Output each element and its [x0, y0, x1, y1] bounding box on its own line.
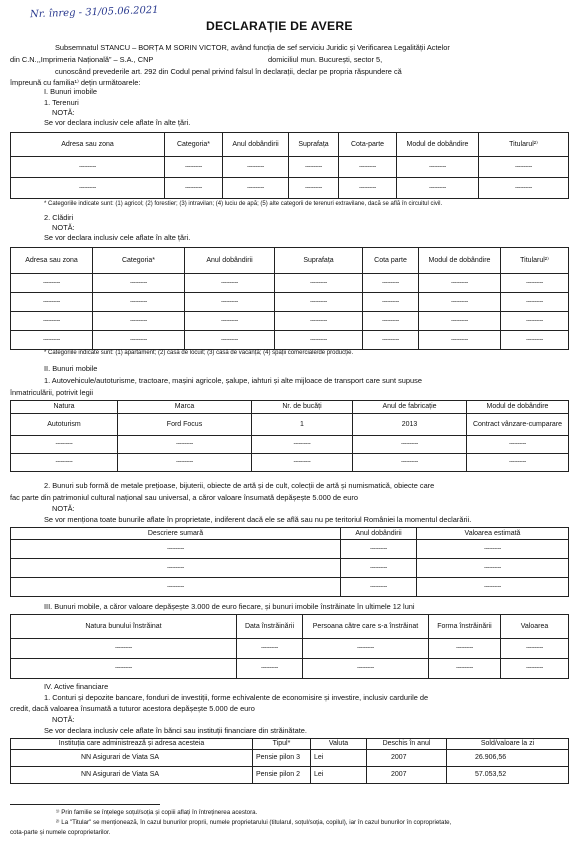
table-cell: ---------- — [363, 274, 419, 293]
table-cell: ---------- — [11, 157, 165, 178]
table-cell: ---------- — [118, 436, 252, 454]
table-cell: ---------- — [289, 178, 339, 199]
table-cell: ---------- — [93, 312, 185, 331]
table-row — [11, 767, 569, 784]
col-header: Natura bunului înstrăinat — [11, 615, 237, 639]
intro-line-3: cunoscând prevederile art. 292 din Codul penal privind falsul în declarații, declar pe propria răspundere că — [55, 67, 402, 76]
section-I-sub-cladiri: 2. Clădiri — [44, 213, 74, 222]
table-cell: ---------- — [467, 454, 569, 472]
col-header: Categoria* — [165, 133, 223, 157]
table-cell: ---------- — [275, 293, 363, 312]
table-cell: ---------- — [417, 540, 569, 559]
table-cell: Ford Focus — [118, 414, 252, 436]
table-cell: ---------- — [223, 178, 289, 199]
table-cell: ---------- — [11, 659, 237, 679]
cladiri-table — [10, 247, 569, 350]
table-cell: ---------- — [11, 436, 118, 454]
col-header: Nr. de bucăți — [252, 401, 353, 414]
instrainari-table — [10, 614, 569, 679]
table-cell: ---------- — [93, 274, 185, 293]
col-header: Valoarea estimată — [417, 528, 569, 540]
table-cell: ---------- — [479, 157, 569, 178]
table-cell: 26.906,56 — [447, 750, 569, 767]
nota-text: Se vor declara inclusiv cele aflate în alte țări. — [44, 233, 191, 242]
table-cell: ---------- — [93, 293, 185, 312]
table-cell: 57.053,52 — [447, 767, 569, 784]
col-header: Modul de dobândire — [397, 133, 479, 157]
vehicule-table — [10, 400, 569, 472]
footnote-2-cont: cota-parte și numele coproprietarilor. — [10, 829, 111, 836]
table-cell: 1 — [252, 414, 353, 436]
col-header: Titularul²⁾ — [501, 248, 569, 274]
col-header: Valoarea — [501, 615, 569, 639]
col-header: Anul de fabricație — [353, 401, 467, 414]
col-header: Instituția care administrează și adresa acesteia — [11, 739, 253, 750]
table-cell: ---------- — [353, 454, 467, 472]
table-cell: ---------- — [419, 312, 501, 331]
col-header: Categoria* — [93, 248, 185, 274]
table-cell: ---------- — [185, 293, 275, 312]
table-cell: ---------- — [118, 454, 252, 472]
table-row — [11, 559, 569, 578]
intro-line-2b: domiciliul mun. București, sector 5, — [268, 55, 383, 64]
col-header: Marca — [118, 401, 252, 414]
table-row — [11, 436, 569, 454]
table-cell: ---------- — [11, 454, 118, 472]
table-row — [11, 157, 569, 178]
table-cell: ---------- — [419, 293, 501, 312]
table-cell: ---------- — [185, 274, 275, 293]
nota-text: Se vor declara inclusiv cele aflate în alte țări. — [44, 118, 191, 127]
col-header: Anul dobândirii — [185, 248, 275, 274]
table-cell: ---------- — [339, 178, 397, 199]
col-header: Cota parte — [363, 248, 419, 274]
table-cell: Contract vânzare-cumparare — [467, 414, 569, 436]
table-cell: ---------- — [11, 293, 93, 312]
table-row — [11, 750, 569, 767]
table-cell: ---------- — [11, 559, 341, 578]
col-header: Modul de dobândire — [467, 401, 569, 414]
table-cell: ---------- — [11, 639, 237, 659]
table-cell: Pensie pilon 2 — [253, 767, 311, 784]
table-row — [11, 312, 569, 331]
table-cell: ---------- — [275, 274, 363, 293]
table-cell: ---------- — [501, 659, 569, 679]
col-header: Natura — [11, 401, 118, 414]
section-I-heading: I. Bunuri imobile — [44, 87, 97, 96]
col-header: Deschis în anul — [367, 739, 447, 750]
table-row — [11, 540, 569, 559]
active-financiare-table — [10, 738, 569, 784]
table-cell: ---------- — [11, 331, 93, 350]
table-cell: ---------- — [467, 436, 569, 454]
col-header: Suprafața — [289, 133, 339, 157]
table-cell: ---------- — [275, 331, 363, 350]
table-cell: Lei — [311, 750, 367, 767]
table-cell: ---------- — [353, 436, 467, 454]
nota-label: NOTĂ: — [52, 223, 75, 232]
intro-line-2a: din C.N.,,Imprimeria Națională” – S.A., CNP — [10, 55, 154, 64]
col-header: Tipul* — [253, 739, 311, 750]
table-cell: Pensie pilon 3 — [253, 750, 311, 767]
table-row — [11, 639, 569, 659]
table-cell: ---------- — [397, 157, 479, 178]
table-cell: ---------- — [289, 157, 339, 178]
section-II-heading: II. Bunuri mobile — [44, 364, 98, 373]
page-title: DECLARAȚIE DE AVERE — [206, 19, 353, 33]
table-cell: ---------- — [419, 331, 501, 350]
col-header: Descriere sumară — [11, 528, 341, 540]
col-header: Anul dobândirii — [223, 133, 289, 157]
intro-line-1: Subsemnatul STANCU – BORȚA M SORIN VICTOR, având funcția de sef serviciu Juridic și Verificarea Legalității Actelor — [55, 43, 450, 52]
terenuri-table — [10, 132, 569, 199]
table-cell: ---------- — [501, 312, 569, 331]
table-cell: ---------- — [417, 559, 569, 578]
table-cell: ---------- — [341, 540, 417, 559]
table-cell: ---------- — [429, 639, 501, 659]
col-header: Data înstrăinării — [237, 615, 303, 639]
table-cell: ---------- — [417, 578, 569, 597]
col-header: Adresa sau zona — [11, 133, 165, 157]
table-cell: ---------- — [429, 659, 501, 679]
terenuri-footnote: * Categoriile indicate sunt: (1) agricol; (2) forestier; (3) intravilan; (4) luciu de apă; (5) alte categorii de terenuri extravilane, dacă se află în circuitul civil. — [44, 201, 443, 207]
table-cell: ---------- — [501, 331, 569, 350]
section-IV-heading: IV. Active financiare — [44, 682, 109, 691]
footnote-divider — [10, 804, 160, 805]
table-cell: ---------- — [501, 293, 569, 312]
table-cell: ---------- — [341, 578, 417, 597]
table-cell: ---------- — [397, 178, 479, 199]
table-cell: ---------- — [185, 312, 275, 331]
table-cell: ---------- — [223, 157, 289, 178]
registration-note: Nr. înreg - 31/05.06.2021 — [29, 4, 159, 21]
table-row — [11, 454, 569, 472]
intro-line-4: împreună cu familia¹⁾ dețin următoarele: — [10, 78, 141, 87]
footnote-2: ²⁾ La "Titular" se menționează, în cazul bunurilor proprii, numele proprietarului (titularul, soțul/soția, copilul), iar în cazul bunurilor în coproprietate, — [56, 819, 452, 826]
col-header: Persoana către care s-a înstrăinat — [303, 615, 429, 639]
table-cell: Autoturism — [11, 414, 118, 436]
table-cell: ---------- — [479, 178, 569, 199]
table-cell: ---------- — [237, 639, 303, 659]
section-IV-sub1b: credit, dacă valoarea însumată a tuturor acestora depășește 5.000 de euro — [10, 704, 255, 713]
table-cell: ---------- — [339, 157, 397, 178]
table-cell: ---------- — [165, 157, 223, 178]
cladiri-footnote: * Categoriile indicate sunt: (1) apartament; (2) casă de locuit; (3) casă de vacanță; (4) spații comerciale/de producție. — [44, 350, 354, 356]
table-cell: ---------- — [363, 293, 419, 312]
section-IV-sub1: 1. Conturi și depozite bancare, fonduri de investiții, forme echivalente de economisire și investire, inclusiv cardurile de — [44, 693, 429, 702]
col-header: Anul dobândirii — [341, 528, 417, 540]
nota-label: NOTĂ: — [52, 715, 75, 724]
col-header: Sold/valoare la zi — [447, 739, 569, 750]
col-header: Adresa sau zona — [11, 248, 93, 274]
table-row — [11, 293, 569, 312]
section-II-sub2b: fac parte din patrimoniul cultural național sau universal, a căror valoare însumată depășește 5.000 de euro — [10, 493, 358, 502]
table-cell: ---------- — [303, 659, 429, 679]
bunuri-pretioase-table — [10, 527, 569, 597]
table-cell: NN Asigurari de Viata SA — [11, 750, 253, 767]
col-header: Forma înstrăinării — [429, 615, 501, 639]
table-row — [11, 274, 569, 293]
table-cell: ---------- — [501, 274, 569, 293]
table-row — [11, 578, 569, 597]
table-cell: ---------- — [252, 436, 353, 454]
section-II-sub1b: înmatriculării, potrivit legii — [10, 388, 93, 397]
table-cell: 2013 — [353, 414, 467, 436]
table-cell: ---------- — [501, 639, 569, 659]
table-cell: ---------- — [275, 312, 363, 331]
table-cell: NN Asigurari de Viata SA — [11, 767, 253, 784]
table-cell: 2007 — [367, 750, 447, 767]
section-I-sub-terrain: 1. Terenuri — [44, 98, 79, 107]
nota-text: Se vor menționa toate bunurile aflate în proprietate, indiferent dacă ele se află sau nu pe teritoriul României la momentul declarării. — [44, 515, 472, 524]
table-row — [11, 414, 569, 436]
nota-text: Se vor declara inclusiv cele aflate în bănci sau instituții financiare din străinătate. — [44, 726, 307, 735]
table-cell: ---------- — [237, 659, 303, 679]
col-header: Modul de dobândire — [419, 248, 501, 274]
footnote-1: ¹⁾ Prin familie se înțelege soțul/soția și copiii aflați în întreținerea acestora. — [56, 809, 258, 816]
table-cell: ---------- — [11, 274, 93, 293]
section-II-sub1: 1. Autovehicule/autoturisme, tractoare, mașini agricole, șalupe, iahturi și alte mijloace de transport care sunt supuse — [44, 376, 422, 385]
table-cell: ---------- — [11, 578, 341, 597]
col-header: Titularul²⁾ — [479, 133, 569, 157]
table-cell: ---------- — [11, 540, 341, 559]
table-row — [11, 659, 569, 679]
table-cell: ---------- — [341, 559, 417, 578]
table-cell: ---------- — [165, 178, 223, 199]
table-cell: Lei — [311, 767, 367, 784]
table-cell: ---------- — [363, 331, 419, 350]
table-cell: ---------- — [363, 312, 419, 331]
table-row — [11, 331, 569, 350]
section-III-heading: III. Bunuri mobile, a căror valoare depășește 3.000 de euro fiecare, și bunuri imobile înstrăinate în ultimele 12 luni — [44, 602, 415, 611]
col-header: Suprafața — [275, 248, 363, 274]
table-cell: ---------- — [419, 274, 501, 293]
nota-label: NOTĂ: — [52, 504, 75, 513]
table-cell: ---------- — [11, 312, 93, 331]
table-cell: ---------- — [252, 454, 353, 472]
col-header: Valuta — [311, 739, 367, 750]
table-cell: ---------- — [93, 331, 185, 350]
table-row — [11, 178, 569, 199]
table-cell: ---------- — [11, 178, 165, 199]
table-cell: ---------- — [185, 331, 275, 350]
table-cell: ---------- — [303, 639, 429, 659]
nota-label: NOTĂ: — [52, 108, 75, 117]
section-II-sub2: 2. Bunuri sub formă de metale prețioase, bijuterii, obiecte de artă și de cult, colecții de artă și numismatică, obiecte care — [44, 481, 435, 490]
col-header: Cota-parte — [339, 133, 397, 157]
table-cell: 2007 — [367, 767, 447, 784]
